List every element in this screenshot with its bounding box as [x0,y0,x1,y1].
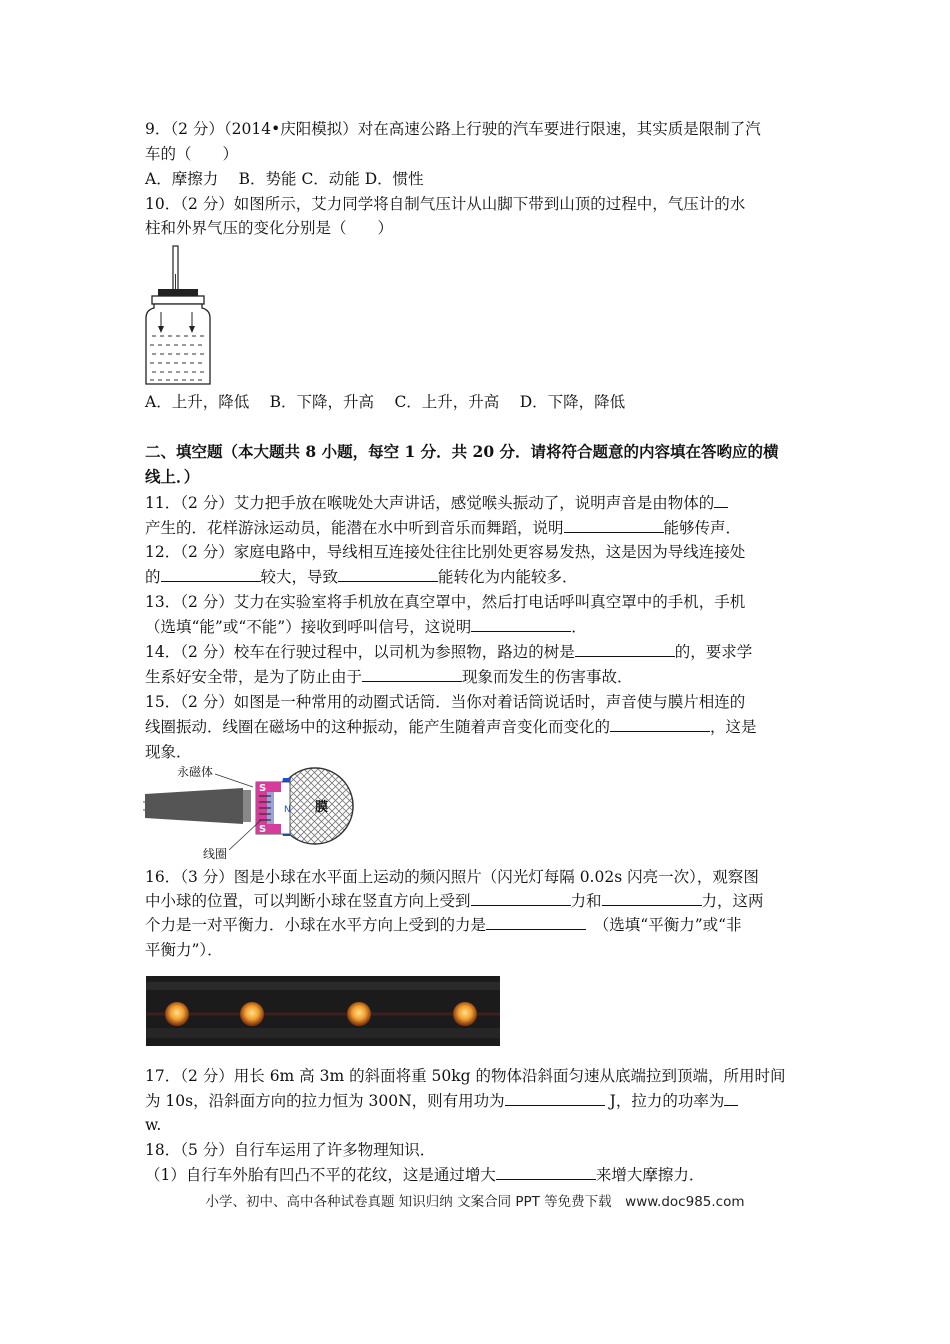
ball-position-1 [165,1002,189,1026]
q17-line3: w. [145,1116,162,1134]
north-pole-label: N [284,805,291,815]
q10-options: A．上升，降低 B．下降，升高 C．上升，升高 D．下降，降低 [145,393,626,411]
answer-blank [505,1089,605,1106]
section2-title-line2: 线上．） [145,467,200,486]
magnet-label: 永磁体 [177,765,214,779]
q9-options: A．摩擦力 B．势能 C．动能 D．惯性 [145,170,424,188]
q16-line2: 中小球的位置，可以判断小球在竖直方向上受到 力和 力，这两 [145,889,764,913]
answer-blank [610,715,710,732]
answer-blank [486,913,586,930]
south-pole-label-bottom: S [259,824,267,835]
ball-position-3 [347,1002,371,1026]
answer-blank [362,665,462,682]
answer-blank [471,615,571,632]
q10-line1: 10．（2 分）如图所示，艾力同学将自制气压计从山脚下带到山顶的过程中，气压计的水 [145,195,746,213]
q17-line2: 为 10s，沿斜面方向的拉力恒为 300N，则有用功为 J，拉力的功率为 [145,1089,738,1113]
q15-line1: 15．（2 分）如图是一种常用的动圈式话筒．当你对着话筒说话时，声音使与膜片相连的 [145,693,746,711]
q13-line2: （选填“能”或“不能”）接收到呼叫信号，这说明 ． [145,615,587,639]
answer-blank [338,565,438,582]
page-footer: 小学、初中、高中各种试卷真题 知识归纳 文案合同 PPT 等免费下载 www.doc985.com [205,1194,745,1210]
microphone-figure [143,762,358,862]
answer-blank [602,889,702,906]
q12-line1: 12．（2 分）家庭电路中，导线相互连接处往往比别处更容易发热，这是因为导线连接处 [145,543,746,561]
answer-blank [471,889,571,906]
ball-position-2 [240,1002,264,1026]
q15-line2: 线圈振动．线圈在磁场中的这种振动，能产生随着声音变化而变化的 ，这是 [145,715,757,739]
q17-line1: 17．（2 分）用长 6m 高 3m 的斜面将重 50kg 的物体沿斜面匀速从底端拉到顶端，所用时间 [145,1067,786,1085]
q12-line2: 的 较大，导致 能转化为内能较多． [145,565,578,589]
q13-line1: 13．（2 分）艾力在实验室将手机放在真空罩中，然后打电话呼叫真空罩中的手机，手机 [145,593,746,611]
q15-line3: 现象． [145,743,192,761]
answer-blank [714,491,728,508]
answer-blank [724,1089,738,1106]
q11-line2: 产生的．花样游泳运动员，能潜在水中听到音乐而舞蹈，说明 能够传声． [145,516,741,540]
q16-line1: 16．（3 分）图是小球在水平面上运动的频闪照片（闪光灯每隔 0.02s 闪亮一次），观察图 [145,868,759,886]
q9-line2: 车的（ ） [145,145,239,163]
barometer-figure [140,244,215,389]
answer-blank [161,565,261,582]
q11-line1: 11．（2 分）艾力把手放在喉咙处大声讲话，感觉喉头振动了，说明声音是由物体的 [145,491,728,515]
q16-line3: 个力是一对平衡力．小球在水平方向上受到的力是 （选填“平衡力”或“非 [145,913,742,937]
answer-blank [575,640,675,657]
answer-blank [564,516,664,533]
ball-position-4 [453,1002,477,1026]
strobe-photo-figure [146,976,500,1046]
q9-line1: 9．（2 分）（2014•庆阳模拟）对在高速公路上行驶的汽车要进行限速，其实质是限制了汽 [145,120,761,138]
q16-line4: 平衡力”）． [145,941,223,959]
q14-line2: 生系好安全带，是为了防止由于 现象而发生的伤害事故． [145,665,633,689]
q18-line1: 18．（5 分）自行车运用了许多物理知识． [145,1141,436,1159]
coil-label: 线圈 [203,847,228,861]
section2-title-line1: 二、填空题（本大题共 8 小题，每空 1 分．共 20 分．请将符合题意的内容填在答哟应的横 [145,442,779,461]
answer-blank [496,1163,596,1180]
q18-line2: （1）自行车外胎有凹凸不平的花纹，这是通过增大 来增大摩擦力． [145,1163,704,1187]
membrane-label: 膜 [315,800,329,815]
south-pole-label-top: S [259,783,267,794]
q14-line1: 14．（2 分）校车在行驶过程中，以司机为参照物，路边的树是 的，要求学 [145,640,752,664]
q10-line2: 柱和外界气压的变化分别是（ ） [145,219,394,237]
